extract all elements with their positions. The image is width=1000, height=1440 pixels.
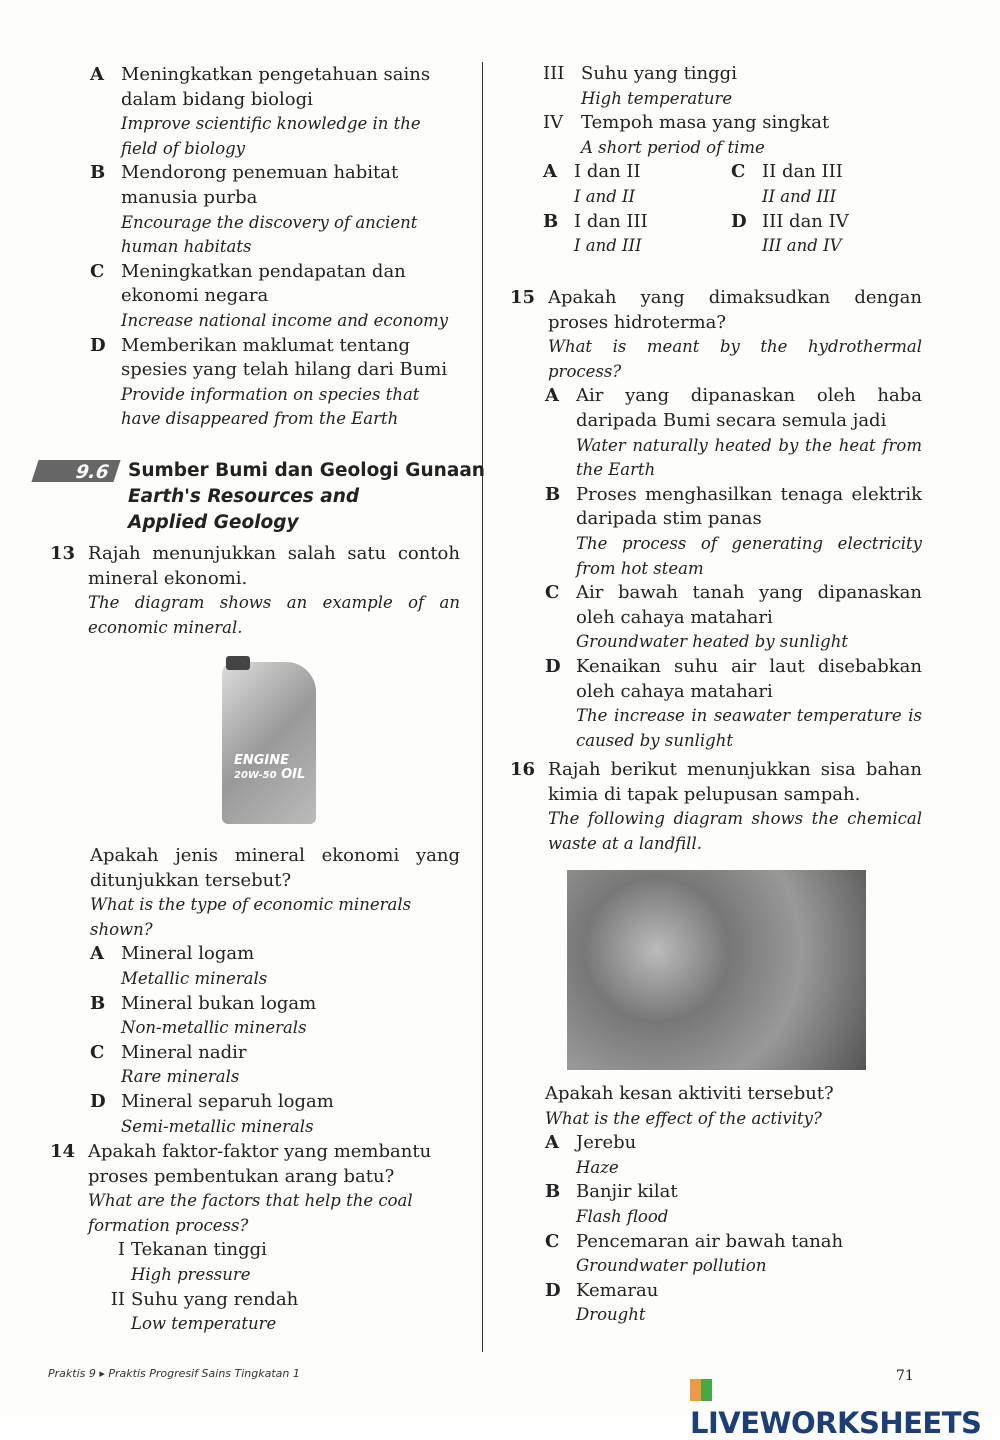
question-number: 13 [50,543,76,564]
option-text-en: Flash flood [576,1206,669,1226]
stem-en: What are the factors that help the coal formation process? [88,1191,413,1235]
option-label: D [90,334,106,356]
option-label: C [90,1041,105,1063]
option-text-ms: Mineral logam [121,943,255,965]
option-label: B [543,210,559,232]
option-label: A [90,64,104,85]
option-A[interactable] [90,63,460,161]
option-D[interactable] [90,334,460,432]
option-text-en: Haze [576,1157,619,1177]
option-label: C [90,260,105,282]
option-label: A [543,161,557,183]
option-text-ms: Meningkatkan pendapatan dan ekonomi negara [121,260,406,307]
option-C[interactable] [90,260,460,334]
option-text-en: Groundwater heated by sunlight [576,632,848,652]
option-label: D [545,655,561,677]
option-text-en: Improve scientific knowledge in the field of biology [121,114,421,158]
logo-icon [690,1379,712,1401]
stem-ms: Rajah berikut menunjukkan sisa bahan kimia di tapak pelupusan sampah. [548,759,922,805]
question-ms: Apakah jenis mineral ekonomi yang ditunjukkan tersebut? [90,845,460,891]
section-title-ms: Sumber Bumi dan Geologi Gunaan [128,460,485,481]
option-A[interactable] [545,384,922,482]
option-label: C [545,582,560,604]
option-item[interactable] [731,160,921,209]
option-text-ms: Mineral separuh logam [121,1090,334,1112]
factor-label: IV [543,112,564,134]
question-en: What is the effect of the activity? [545,1108,822,1128]
stem-ms: Apakah faktor-faktor yang membantu proses pembentukan arang batu? [88,1141,432,1187]
option-text-ms: Jerebu [576,1132,637,1154]
column-divider [482,62,483,1352]
option-text-en: III and IV [762,236,842,256]
option-text-ms: Air yang dipanaskan oleh haba daripada Bumi secara semula jadi [576,385,922,431]
question-ms: Apakah kesan aktiviti tersebut? [545,1083,834,1104]
question-13-part2 [90,844,460,1139]
option-text-en: Encourage the discovery of ancient human habitats [121,212,418,257]
label-grade: 20W-50 [234,770,277,781]
factor-item [100,1238,460,1287]
question-number: 16 [510,759,536,780]
option-text-ms: I dan III [574,210,648,232]
option-item[interactable] [543,210,731,259]
stem-en: The following diagram shows the chemical waste at a landfill. [548,809,922,853]
option-text-ms: Kemarau [576,1279,659,1301]
liveworksheets-logo [690,1372,1000,1440]
factor-text-ms: Suhu yang tinggi [581,63,737,84]
factor-text-ms: Tekanan tinggi [131,1239,267,1261]
factor-label: I [117,1239,125,1261]
option-text-en: Water naturally heated by the heat from the Earth [576,435,922,480]
option-item[interactable] [543,160,731,209]
option-label: C [545,1230,560,1252]
option-label: D [90,1090,106,1112]
q12-options [90,63,460,432]
option-text-ms: Proses menghasilkan tenaga elektrik daripada stim panas [576,483,922,530]
option-label: A [545,385,559,407]
stem-en: What is meant by the hydrothermal process? [548,337,922,381]
option-text-ms: Banjir kilat [576,1181,678,1203]
stem-en: The diagram shows an example of an economic mineral. [88,593,460,637]
option-text-en: Drought [576,1305,646,1325]
option-item[interactable] [731,210,921,259]
option-D[interactable] [90,1090,460,1139]
factor-item [543,111,923,160]
option-text-en: Non-metallic minerals [121,1018,307,1038]
option-C[interactable] [90,1041,460,1090]
footer-text: Praktis 9 ▸ Praktis Progresif Sains Tingkatan 1 [48,1367,300,1380]
option-text-en: I and III [574,236,642,256]
label-engine: ENGINE [234,753,290,768]
option-B[interactable] [90,161,460,259]
option-text-en: Metallic minerals [121,968,268,988]
factor-item [543,62,923,111]
option-label: D [545,1279,561,1301]
option-B[interactable] [90,992,460,1041]
factor-label: III [543,63,565,84]
option-text-en: Rare minerals [121,1067,240,1087]
question-number: 15 [510,287,536,308]
option-label: B [545,483,561,505]
question-14 [50,1140,460,1337]
factor-text-en: High temperature [581,88,733,108]
question-14-cont [543,62,923,259]
page-number: 71 [896,1368,914,1384]
option-text-en: The process of generating electricity from hot steam [576,533,922,578]
engine-oil-image [222,662,316,824]
option-text-en: Increase national income and economy [121,310,449,330]
section-title-en: Earth's Resources and Applied Geology [128,486,360,533]
option-text-ms: Air bawah tanah yang dipanaskan oleh cahaya matahari [576,582,922,628]
option-text-ms: Pencemaran air bawah tanah [576,1230,844,1252]
label-oil: OIL [281,767,306,782]
factor-item [100,1288,460,1337]
option-A[interactable] [90,942,460,991]
option-text-ms: Memberikan maklumat tentang spesies yang telah hilang dari Bumi [121,334,448,381]
option-label: C [731,161,746,183]
option-C[interactable] [545,1230,925,1279]
question-number: 14 [50,1141,76,1162]
option-label: A [545,1132,559,1154]
landfill-image [567,870,866,1070]
option-D[interactable] [545,655,922,753]
option-text-en: The increase in seawater temperature is caused by sunlight [576,706,922,750]
option-C[interactable] [545,581,922,655]
question-16 [510,758,922,856]
stem-ms: Apakah yang dimaksudkan dengan proses hidroterma? [548,287,922,333]
factor-text-en: High pressure [131,1264,251,1284]
option-label: D [731,210,747,232]
option-D[interactable] [545,1279,925,1328]
factor-text-ms: Tempoh masa yang singkat [581,112,830,134]
factor-text-ms: Suhu yang rendah [131,1288,299,1310]
question-13 [50,542,460,640]
section-number-badge: 9.6 [31,460,120,482]
option-text-ms: Mineral bukan logam [121,992,317,1014]
option-text-en: Provide information on species that have disappeared from the Earth [121,384,420,429]
option-label: B [545,1181,561,1203]
factor-text-en: Low temperature [131,1314,277,1334]
option-text-en: Groundwater pollution [576,1256,767,1276]
option-label: B [90,162,106,184]
question-16-part2 [545,1082,925,1328]
option-text-en: I and II [574,186,636,206]
option-B[interactable] [545,483,922,581]
option-text-ms: III dan IV [762,210,849,232]
factor-text-en: A short period of time [581,137,765,157]
factor-label: II [110,1288,125,1310]
option-text-ms: Mendorong penemuan habitat manusia purba [121,162,399,208]
option-label: B [90,992,106,1014]
option-A[interactable] [545,1131,925,1180]
option-text-ms: I dan II [574,161,641,183]
question-15 [510,286,922,753]
logo-text: LIVEWORKSHEETS [690,1406,982,1440]
option-text-ms: Kenaikan suhu air laut disebabkan oleh cahaya matahari [576,655,922,702]
option-text-en: Semi-metallic minerals [121,1116,314,1136]
question-en: What is the type of economic minerals shown? [90,895,412,939]
option-text-ms: Meningkatkan pengetahuan sains dalam bidang biologi [121,64,431,110]
stem-ms: Rajah menunjukkan salah satu contoh mineral ekonomi. [88,543,460,589]
option-text-ms: II dan III [762,161,843,183]
option-text-ms: Mineral nadir [121,1041,247,1063]
option-label: A [90,943,104,965]
option-text-en: II and III [762,186,837,206]
option-B[interactable] [545,1180,925,1229]
